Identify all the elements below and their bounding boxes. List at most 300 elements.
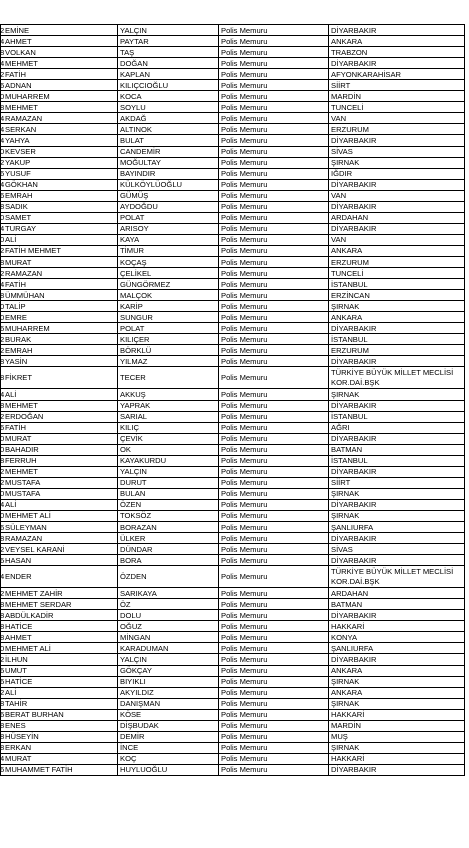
row-number-digit: 4 [0,36,5,46]
table-row [1,599,465,610]
first-name-cell [1,411,118,422]
province-cell: DİYARBAKIR [329,201,465,212]
first-name-cell [1,599,118,610]
title-cell: Polis Memuru [219,621,329,632]
table-row [1,334,465,345]
province-cell: ERZURUM [329,345,465,356]
province-cell: DİYARBAKIR [329,223,465,234]
table-row [1,488,465,499]
table-row [1,146,465,157]
first-name-cell [1,742,118,753]
province-cell: TÜRKİYE BÜYÜK MİLLET MECLİSİ KOR.DAİ.BŞK [329,367,465,389]
table-row [1,212,465,223]
first-name: VEYSEL KARANİ [5,544,65,554]
title-cell: Polis Memuru [219,522,329,533]
table-row [1,510,465,521]
title-cell: Polis Memuru [219,742,329,753]
row-number-digit: 0 [0,434,5,444]
title-cell: Polis Memuru [219,400,329,411]
row-number-digit: 4 [0,500,5,510]
surname-cell: YILMAZ [118,356,219,367]
first-name-cell [1,444,118,455]
table-row [1,632,465,643]
surname-cell: ÖZEN [118,499,219,510]
province-cell: DİYARBAKIR [329,533,465,544]
row-number-digit: 0 [0,643,5,653]
title-cell: Polis Memuru [219,113,329,124]
first-name-cell [1,477,118,488]
table-row [1,555,465,566]
surname-cell: KAPLAN [118,69,219,80]
title-cell: Polis Memuru [219,135,329,146]
first-name-cell [1,190,118,201]
table-row [1,466,465,477]
first-name: MUHARREM [5,323,50,333]
row-number-digit: 2 [0,246,5,256]
first-name: TURGAY [5,224,37,234]
first-name: ENDER [5,572,32,582]
title-cell: Polis Memuru [219,455,329,466]
table-row [1,279,465,290]
first-name-cell [1,345,118,356]
first-name-cell [1,234,118,245]
first-name: BERAT BURHAN [5,710,64,720]
title-cell: Polis Memuru [219,80,329,91]
table-row [1,301,465,312]
first-name-cell [1,157,118,168]
province-cell: İSTANBUL [329,455,465,466]
table-row [1,720,465,731]
first-name: MEHMET [5,401,38,411]
first-name: FATİH [5,279,26,289]
table-row [1,389,465,400]
row-number-digit: 2 [0,688,5,698]
first-name-cell [1,422,118,433]
first-name: MEHMET SERDAR [5,599,72,609]
province-cell: DİYARBAKIR [329,356,465,367]
table-row [1,135,465,146]
row-number-digit: 4 [0,389,5,399]
title-cell: Polis Memuru [219,687,329,698]
title-cell: Polis Memuru [219,389,329,400]
title-cell: Polis Memuru [219,643,329,654]
province-cell: BATMAN [329,444,465,455]
province-cell: AFYONKARAHİSAR [329,69,465,80]
surname-cell: KÜLKÖYLÜOĞLU [118,179,219,190]
table-row [1,245,465,256]
table-row [1,168,465,179]
row-number-digit: 0 [0,235,5,245]
first-name: SERKAN [5,124,37,134]
province-cell: İSTANBUL [329,334,465,345]
table-row [1,179,465,190]
title-cell: Polis Memuru [219,654,329,665]
title-cell: Polis Memuru [219,488,329,499]
title-cell: Polis Memuru [219,102,329,113]
row-number-digit: 4 [0,113,5,123]
surname-cell: GÖKÇAY [118,665,219,676]
row-number-digit: 8 [0,632,5,642]
first-name: YASİN [5,356,28,366]
title-cell: Polis Memuru [219,334,329,345]
province-cell: DİYARBAKIR [329,400,465,411]
row-number-digit: 2 [0,25,5,35]
row-number-digit: 4 [0,135,5,145]
first-name: MUHARREM [5,91,50,101]
first-name-cell [1,58,118,69]
surname-cell: SUNGUR [118,312,219,323]
first-name-cell [1,135,118,146]
surname-cell: GÜNGÖRMEZ [118,279,219,290]
first-name: ALİ [5,389,17,399]
first-name: AHMET [5,36,32,46]
first-name: EMRE [5,312,27,322]
surname-cell: KAYAKURDU [118,455,219,466]
surname-cell: TİMUR [118,245,219,256]
first-name: MEHMET ALİ [5,511,51,521]
province-cell: SİVAS [329,544,465,555]
first-name-cell [1,510,118,521]
first-name: RAMAZAN [5,268,43,278]
row-number-digit: 8 [0,401,5,411]
title-cell: Polis Memuru [219,301,329,312]
first-name: ERKAN [5,743,32,753]
province-cell: SİVAS [329,146,465,157]
province-cell: SİİRT [329,477,465,488]
surname-cell: GÜMÜŞ [118,190,219,201]
row-number-digit: 6 [0,677,5,687]
first-name: YUSUF [5,169,31,179]
title-cell: Polis Memuru [219,256,329,267]
province-cell: TUNCELİ [329,102,465,113]
province-cell: VAN [329,113,465,124]
row-number-digit: 6 [0,169,5,179]
province-cell: ERZURUM [329,124,465,135]
province-cell: DİYARBAKIR [329,764,465,775]
surname-cell: BORA [118,555,219,566]
row-number-digit: 0 [0,489,5,499]
first-name-cell [1,113,118,124]
surname-cell: DİŞBUDAK [118,720,219,731]
first-name-cell [1,610,118,621]
first-name: SÜLEYMAN [5,522,47,532]
province-cell: TUNCELİ [329,268,465,279]
province-cell: HAKKARİ [329,621,465,632]
first-name-cell [1,753,118,764]
row-number-digit: 0 [0,511,5,521]
surname-cell: DOĞAN [118,58,219,69]
title-cell: Polis Memuru [219,58,329,69]
surname-cell: KOCA [118,91,219,102]
table-row [1,433,465,444]
first-name-cell [1,654,118,665]
title-cell: Polis Memuru [219,91,329,102]
row-number-digit: 6 [0,765,5,775]
title-cell: Polis Memuru [219,345,329,356]
row-number-digit: 2 [0,544,5,554]
row-number-digit: 6 [0,191,5,201]
first-name-cell [1,334,118,345]
province-cell: IĞDIR [329,168,465,179]
title-cell: Polis Memuru [219,201,329,212]
province-cell: DİYARBAKIR [329,58,465,69]
first-name-cell [1,676,118,687]
first-name: BURAK [5,334,32,344]
title-cell: Polis Memuru [219,588,329,599]
first-name-cell [1,356,118,367]
surname-cell: AYDOĞDU [118,201,219,212]
first-name-cell [1,643,118,654]
table-row [1,190,465,201]
first-name-cell [1,698,118,709]
row-number-digit: 2 [0,158,5,168]
first-name: EMRAH [5,191,33,201]
first-name: TAHİR [5,699,28,709]
surname-cell: OK [118,444,219,455]
surname-cell: TECER [118,367,219,389]
province-cell: VAN [329,190,465,201]
table-row [1,687,465,698]
first-name: FERRUH [5,456,37,466]
title-cell: Polis Memuru [219,610,329,621]
first-name: SAMET [5,213,32,223]
province-cell: AĞRI [329,422,465,433]
row-number-digit: 6 [0,323,5,333]
surname-cell: SOYLU [118,102,219,113]
first-name: HATİCE [5,677,33,687]
title-cell: Polis Memuru [219,599,329,610]
surname-cell: AKYILDIZ [118,687,219,698]
title-cell: Polis Memuru [219,356,329,367]
first-name: ADNAN [5,80,32,90]
province-cell: TRABZON [329,47,465,58]
table-row [1,444,465,455]
row-number-digit: 8 [0,732,5,742]
province-cell: DİYARBAKIR [329,25,465,36]
first-name: EMİNE [5,25,30,35]
table-row [1,676,465,687]
first-name: MEHMET [5,102,38,112]
title-cell: Polis Memuru [219,764,329,775]
row-number-digit: 8 [0,456,5,466]
first-name: RAMAZAN [5,113,43,123]
province-cell: ŞIRNAK [329,488,465,499]
row-number-digit: 2 [0,268,5,278]
province-cell: SİİRT [329,80,465,91]
province-cell: DİYARBAKIR [329,466,465,477]
table-row [1,113,465,124]
province-cell: DİYARBAKIR [329,610,465,621]
title-cell: Polis Memuru [219,25,329,36]
table-row [1,455,465,466]
table-row [1,477,465,488]
first-name-cell [1,245,118,256]
province-cell: ŞIRNAK [329,510,465,521]
surname-cell: BÖRKLÜ [118,345,219,356]
province-cell: DİYARBAKIR [329,433,465,444]
province-cell: ANKARA [329,36,465,47]
first-name: GÖKHAN [5,180,38,190]
province-cell: ŞIRNAK [329,698,465,709]
row-number-digit: 8 [0,743,5,753]
title-cell: Polis Memuru [219,223,329,234]
table-row [1,201,465,212]
province-cell: DİYARBAKIR [329,179,465,190]
row-number-digit: 8 [0,599,5,609]
table-row [1,753,465,764]
first-name: SADIK [5,202,28,212]
table-row [1,621,465,632]
table-row [1,25,465,36]
title-cell: Polis Memuru [219,47,329,58]
first-name: ENES [5,721,26,731]
title-cell: Polis Memuru [219,268,329,279]
table-row [1,411,465,422]
surname-cell: POLAT [118,323,219,334]
title-cell: Polis Memuru [219,190,329,201]
title-cell: Polis Memuru [219,632,329,643]
province-cell: DİYARBAKIR [329,654,465,665]
surname-cell: ÜLKER [118,533,219,544]
province-cell: DİYARBAKIR [329,323,465,334]
title-cell: Polis Memuru [219,753,329,764]
province-cell: BATMAN [329,599,465,610]
first-name-cell [1,102,118,113]
title-cell: Polis Memuru [219,466,329,477]
title-cell: Polis Memuru [219,665,329,676]
row-number-digit: 6 [0,555,5,565]
first-name: MUSTAFA [5,478,41,488]
first-name-cell [1,367,118,389]
first-name-cell [1,522,118,533]
surname-cell: DÜNDAR [118,544,219,555]
row-number-digit: 8 [0,202,5,212]
title-cell: Polis Memuru [219,179,329,190]
table-row [1,345,465,356]
province-cell: VAN [329,234,465,245]
row-number-digit: 4 [0,279,5,289]
table-row [1,47,465,58]
first-name-cell [1,91,118,102]
table-row [1,400,465,411]
title-cell: Polis Memuru [219,367,329,389]
surname-cell: DURUT [118,477,219,488]
title-cell: Polis Memuru [219,290,329,301]
row-number-digit: 0 [0,312,5,322]
surname-cell: YALÇIN [118,25,219,36]
row-number-digit: 8 [0,621,5,631]
title-cell: Polis Memuru [219,411,329,422]
first-name: MEHMET [5,58,38,68]
table-row [1,367,465,389]
row-number-digit: 8 [0,290,5,300]
row-number-digit: 2 [0,478,5,488]
row-number-digit: 4 [0,754,5,764]
first-name-cell [1,323,118,334]
first-name-cell [1,223,118,234]
surname-cell: BAYINDIR [118,168,219,179]
surname-cell: TAŞ [118,47,219,58]
row-number-digit: 4 [0,572,5,582]
province-cell: MARDİN [329,91,465,102]
first-name: YAKUP [5,158,31,168]
first-name: BAHADIR [5,445,39,455]
row-number-digit: 2 [0,412,5,422]
first-name: FİKRET [5,373,33,383]
row-number-digit: 0 [0,213,5,223]
row-number-digit: 8 [0,610,5,620]
table-row [1,91,465,102]
row-number-digit: 8 [0,533,5,543]
first-name-cell [1,544,118,555]
surname-cell: AKKUŞ [118,389,219,400]
table-row [1,102,465,113]
first-name-cell [1,499,118,510]
first-name-cell [1,312,118,323]
table-row [1,588,465,599]
first-name: MUHAMMET FATİH [5,765,73,775]
first-name-cell [1,279,118,290]
title-cell: Polis Memuru [219,36,329,47]
row-number-digit: 6 [0,666,5,676]
province-cell: DİYARBAKIR [329,135,465,146]
province-cell: KONYA [329,632,465,643]
title-cell: Polis Memuru [219,676,329,687]
surname-cell: OĞUZ [118,621,219,632]
surname-cell: İNCE [118,742,219,753]
surname-cell: KILIÇER [118,334,219,345]
surname-cell: KOÇ [118,753,219,764]
first-name: MURAT [5,257,32,267]
surname-cell: KILIÇ [118,422,219,433]
surname-cell: ÖZ [118,599,219,610]
first-name: UMUT [5,666,27,676]
table-row [1,764,465,775]
first-name: MEHMET ZAHİR [5,588,63,598]
first-name-cell [1,25,118,36]
first-name: EMRAH [5,345,33,355]
title-cell: Polis Memuru [219,566,329,588]
table-row [1,69,465,80]
row-number-digit: 8 [0,102,5,112]
province-cell: ŞIRNAK [329,742,465,753]
surname-cell: POLAT [118,212,219,223]
row-number-digit: 4 [0,124,5,134]
title-cell: Polis Memuru [219,234,329,245]
row-number-digit: 2 [0,345,5,355]
province-cell: İSTANBUL [329,411,465,422]
first-name-cell [1,389,118,400]
first-name-cell [1,124,118,135]
table-row [1,223,465,234]
first-name-cell [1,555,118,566]
province-cell: ŞANLIURFA [329,643,465,654]
province-cell: ANKARA [329,245,465,256]
row-number-digit: 0 [0,147,5,157]
title-cell: Polis Memuru [219,312,329,323]
table-row [1,268,465,279]
row-number-digit: 2 [0,467,5,477]
first-name: ERDOĞAN [5,412,44,422]
first-name: HÜSEYİN [5,732,39,742]
table-row [1,234,465,245]
surname-cell: ÇELİKEL [118,268,219,279]
first-name: MEHMET ALİ [5,643,51,653]
first-name: YAHYA [5,135,30,145]
surname-cell: DOLU [118,610,219,621]
surname-cell: CANDEMİR [118,146,219,157]
first-name-cell [1,720,118,731]
